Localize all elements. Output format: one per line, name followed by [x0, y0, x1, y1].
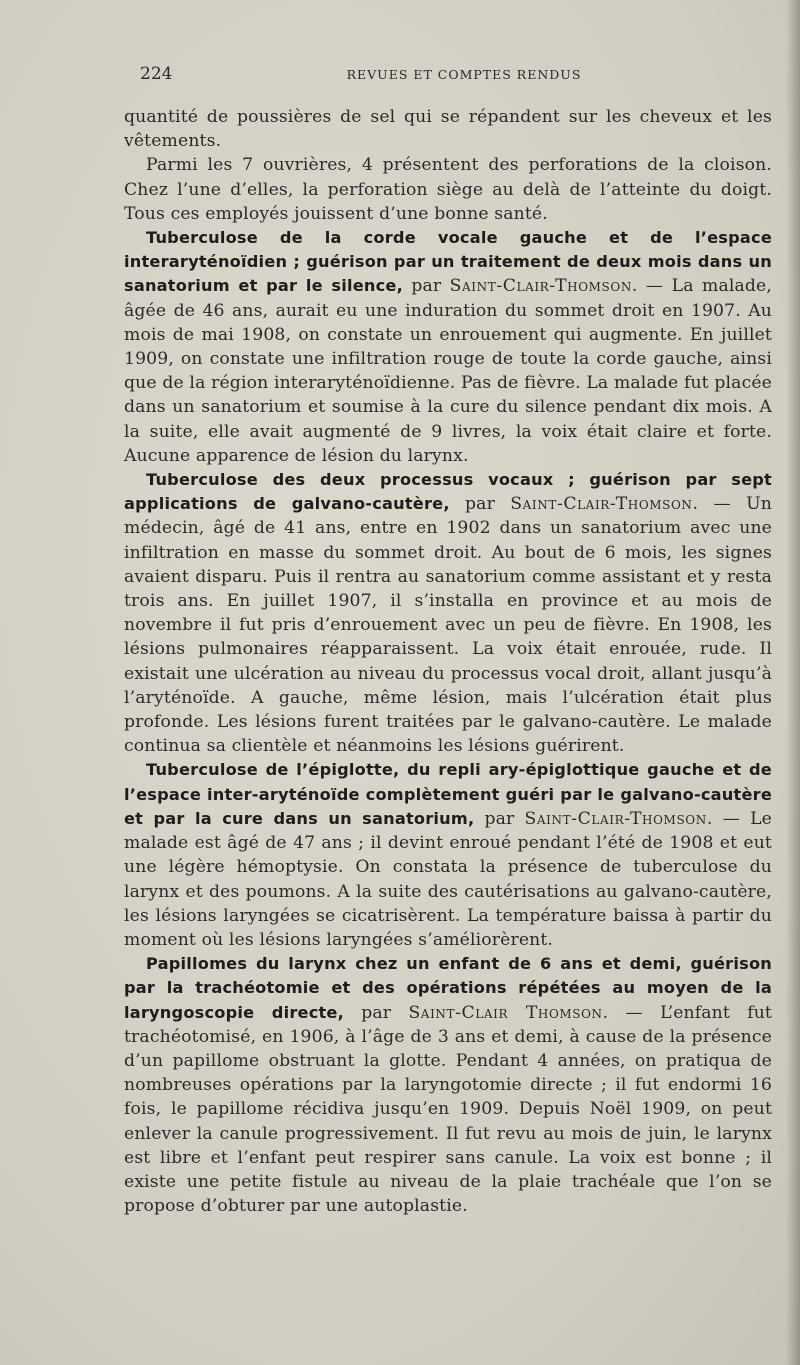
case-report [124, 468, 772, 758]
paragraph-text: quantité de poussières de sel qui se répandent sur les cheveux et les vêtements. [124, 107, 772, 152]
case-text: . — La malade, âgée de 46 ans, aurait eu une induration du sommet droit en 1907. Au mois de mai 1908, on constate un enrouement qui augmente. En juillet 1909, on constate une infiltration rouge de toute la corde gauche, ainsi que de la région interaryténoïdienne. Pas de fièvre. La malade fut placée dans un sanatorium et soumise à la cure du silence pendant dix mois. A la suite, elle avait augmenté de 9 livres, la voix était claire et forte. Aucune apparence de lésion du larynx. [124, 276, 772, 466]
case-author: Saint-Clair-Thomson [524, 808, 707, 829]
case-text: . — Le malade est âgé de 47 ans ; il devint enroué pendant l’été de 1908 et eut une légère hémoptysie. On constata la présence de tuberculose du larynx et des poumons. A la suite des cautérisations au galvano-cautère, les lésions laryngées se cicatrisèrent. La température baissa à partir du moment où les lésions laryngées s’améliorèrent. [124, 808, 772, 950]
paragraph [124, 153, 772, 226]
case-report [124, 952, 772, 1218]
author-connector: par [449, 494, 511, 515]
author-connector: par [474, 808, 525, 829]
case-report [124, 758, 772, 952]
author-connector: par [343, 1002, 409, 1023]
case-title: Tuberculose des deux processus vocaux ; guérison par sept applications de galvano-cautère, [124, 470, 772, 514]
page-edge-shadow [786, 0, 800, 1365]
case-title: Tuberculose de la corde vocale gauche et de l’espace interaryténoïdien ; guérison par un traitement de deux mois dans un sanatorium et par le silence, [124, 228, 772, 296]
paragraph-continuation [124, 105, 772, 153]
page-body [124, 105, 772, 1218]
paragraph-text: Parmi les 7 ouvrières, 4 présentent des perforations de la cloison. Chez l’une d’elles, la perforation siège au delà de l’atteinte du doigt. Tous ces employés jouissent d’une bonne santé. [124, 155, 772, 224]
page-header [124, 64, 764, 88]
case-title: Tuberculose de l’épiglotte, du repli ary-épiglottique gauche et de l’espace inter-aryténoïde complètement guéri par le galvano-cautère et par la cure dans un sanatorium, [124, 760, 772, 828]
case-author: Saint-Clair-Thomson [449, 276, 632, 297]
author-connector: par [402, 276, 450, 297]
case-text: . — Un médecin, âgé de 41 ans, entre en 1902 dans un sanatorium avec une infiltration en masse du sommet droit. Au bout de 6 mois, les signes avaient disparu. Puis il rentra au sanatorium comme assistant et y resta trois ans. En juillet 1907, il s’installa en province et au mois de novembre il fut pris d’enrouement avec un peu de fièvre. En 1908, les lésions pulmonaires réapparaissent. La voix était enrouée, rude. Il existait une ulcération au niveau du processus vocal droit, allant jusqu’à l’aryténoïde. A gauche, même lésion, mais l’ulcération était plus profonde. Les lésions furent traitées par le galvano-cautère. Le malade continua sa clientèle et néanmoins les lésions guérirent. [124, 494, 772, 757]
case-author: Saint-Clair Thomson [408, 1002, 603, 1023]
page-number: 224 [140, 64, 173, 84]
case-author: Saint-Clair-Thomson [510, 494, 693, 515]
case-text: . — L’enfant fut trachéotomisé, en 1906, à l’âge de 3 ans et demi, à cause de la présence d’un papillome obstruant la glotte. Pendant 4 années, on pratiqua de nombreuses opérations par la laryngotomie directe ; il fut endormi 16 fois, le papillome récidiva jusqu’en 1909. Depuis Noël 1909, on peut enlever la canule progressivement. Il fut revu au mois de juin, le larynx est libre et l’enfant peut respirer sans canule. La voix est bonne ; il existe une petite fistule au niveau de la plaie trachéale que l’on se propose d’obturer par une autoplastie. [124, 1002, 772, 1217]
case-title: Papillomes du larynx chez un enfant de 6 ans et demi, guérison par la trachéotomie et des opérations répétées au moyen de la laryngoscopie directe, [124, 954, 772, 1022]
running-title: REVUES ET COMPTES RENDUS [346, 67, 582, 82]
case-report [124, 226, 772, 468]
